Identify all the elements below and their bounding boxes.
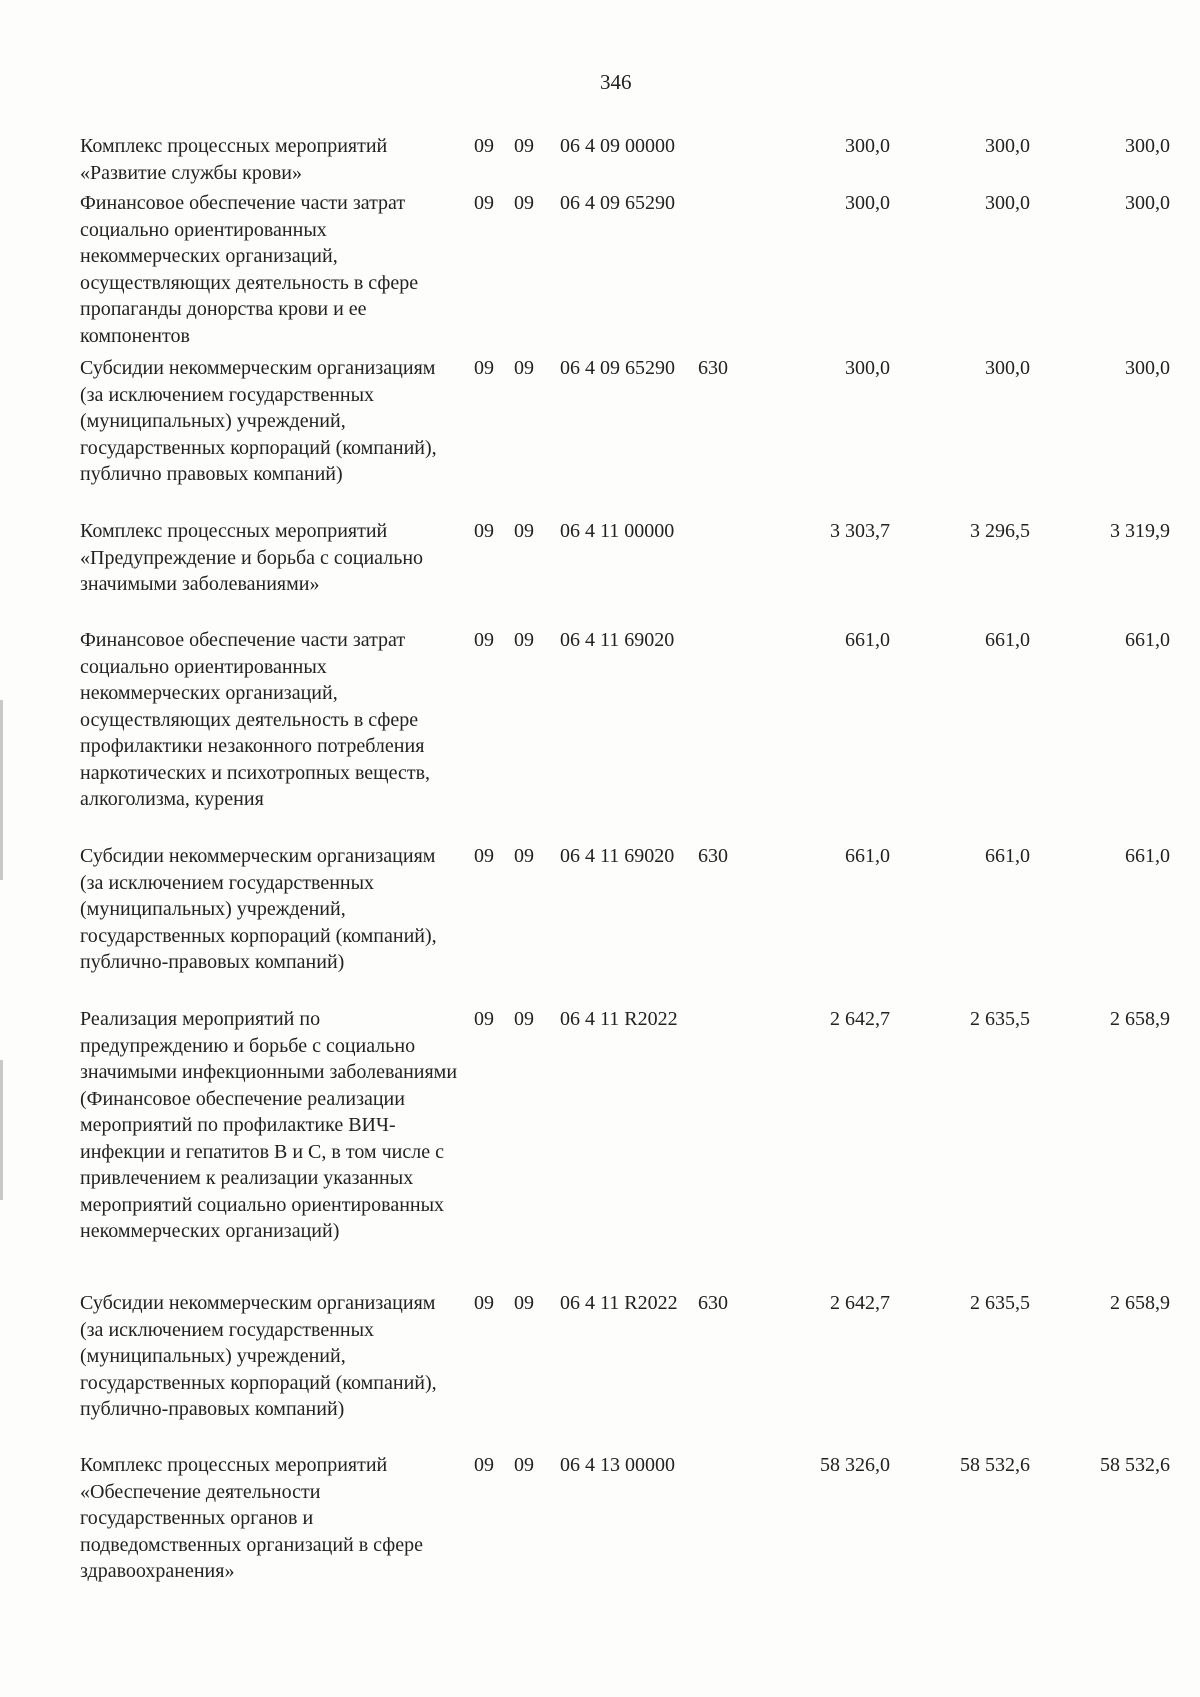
row-amount-year-2: 300,0 xyxy=(985,357,1030,379)
row-amount-year-2: 661,0 xyxy=(985,845,1030,867)
row-section: 09 xyxy=(474,135,494,157)
row-name: Субсидии некоммерческим организациям (за исключением государственных (муниципальных) учреждений, государственных корпораций (компаний), публично-правовых компаний) xyxy=(80,845,437,973)
row-section: 09 xyxy=(474,1454,494,1476)
row-amount-year-3: 661,0 xyxy=(1125,845,1170,867)
row-subsection: 09 xyxy=(514,845,534,867)
row-name: Комплекс процессных мероприятий «Предупреждение и борьба с социально значимыми заболеваниями» xyxy=(80,520,424,595)
row-amount-year-2: 300,0 xyxy=(985,135,1030,157)
row-amount-year-3: 300,0 xyxy=(1125,357,1170,379)
row-target-code: 06 4 09 65290 xyxy=(560,192,675,214)
scan-artifact xyxy=(0,1060,3,1200)
row-amount-year-3: 2 658,9 xyxy=(1110,1008,1170,1030)
row-subsection: 09 xyxy=(514,629,534,651)
row-subsection: 09 xyxy=(514,357,534,379)
row-expense-type: 630 xyxy=(698,357,728,379)
row-target-code: 06 4 09 65290 xyxy=(560,357,675,379)
row-target-code: 06 4 11 69020 xyxy=(560,629,675,651)
row-target-code: 06 4 11 69020 xyxy=(560,845,675,867)
row-amount-year-3: 300,0 xyxy=(1125,192,1170,214)
row-name: Комплекс процессных мероприятий «Развитие службы крови» xyxy=(80,135,388,184)
row-amount-year-2: 3 296,5 xyxy=(970,520,1030,542)
row-amount-year-2: 300,0 xyxy=(985,192,1030,214)
row-amount-year-3: 2 658,9 xyxy=(1110,1292,1170,1314)
budget-table xyxy=(80,0,1190,1697)
row-amount-year-3: 3 319,9 xyxy=(1110,520,1170,542)
row-target-code: 06 4 09 00000 xyxy=(560,135,675,157)
row-amount-year-2: 661,0 xyxy=(985,629,1030,651)
row-amount-year-1: 3 303,7 xyxy=(830,520,890,542)
row-section: 09 xyxy=(474,357,494,379)
row-subsection: 09 xyxy=(514,1008,534,1030)
row-subsection: 09 xyxy=(514,135,534,157)
row-amount-year-1: 58 326,0 xyxy=(820,1454,890,1476)
row-target-code: 06 4 11 R2022 xyxy=(560,1292,678,1314)
row-subsection: 09 xyxy=(514,1292,534,1314)
row-amount-year-2: 2 635,5 xyxy=(970,1008,1030,1030)
row-target-code: 06 4 11 R2022 xyxy=(560,1008,678,1030)
row-subsection: 09 xyxy=(514,520,534,542)
row-section: 09 xyxy=(474,1292,494,1314)
row-amount-year-1: 2 642,7 xyxy=(830,1008,890,1030)
row-expense-type: 630 xyxy=(698,1292,728,1314)
row-target-code: 06 4 11 00000 xyxy=(560,520,675,542)
row-amount-year-1: 2 642,7 xyxy=(830,1292,890,1314)
scan-artifact xyxy=(0,700,3,880)
row-amount-year-1: 300,0 xyxy=(845,357,890,379)
row-section: 09 xyxy=(474,192,494,214)
row-amount-year-1: 661,0 xyxy=(845,845,890,867)
row-section: 09 xyxy=(474,845,494,867)
row-amount-year-3: 661,0 xyxy=(1125,629,1170,651)
row-name: Финансовое обеспечение части затрат социально ориентированных некоммерческих организаций, осуществляющих деятельность в сфере профилактики незаконного потребления наркотических и психотропных веществ, алкоголизма, курения xyxy=(80,629,431,810)
row-target-code: 06 4 13 00000 xyxy=(560,1454,675,1476)
row-subsection: 09 xyxy=(514,192,534,214)
row-amount-year-1: 661,0 xyxy=(845,629,890,651)
row-name: Субсидии некоммерческим организациям (за исключением государственных (муниципальных) учреждений, государственных корпораций (компаний), публично-правовых компаний) xyxy=(80,1292,437,1420)
row-amount-year-2: 58 532,6 xyxy=(960,1454,1030,1476)
row-name: Финансовое обеспечение части затрат социально ориентированных некоммерческих организаций, осуществляющих деятельность в сфере пропаганды донорства крови и ее компонентов xyxy=(80,192,419,347)
row-amount-year-1: 300,0 xyxy=(845,192,890,214)
row-section: 09 xyxy=(474,1008,494,1030)
row-amount-year-3: 300,0 xyxy=(1125,135,1170,157)
row-amount-year-2: 2 635,5 xyxy=(970,1292,1030,1314)
row-section: 09 xyxy=(474,520,494,542)
row-amount-year-3: 58 532,6 xyxy=(1100,1454,1170,1476)
row-subsection: 09 xyxy=(514,1454,534,1476)
row-section: 09 xyxy=(474,629,494,651)
row-name: Комплекс процессных мероприятий «Обеспечение деятельности государственных органов и подведомственных организаций в сфере здравоохранения» xyxy=(80,1454,424,1582)
row-amount-year-1: 300,0 xyxy=(845,135,890,157)
page-number: 346 xyxy=(600,70,632,94)
row-expense-type: 630 xyxy=(698,845,728,867)
row-name: Реализация мероприятий по предупреждению и борьбе с социально значимыми инфекционными заболеваниями (Финансовое обеспечение реализации мероприятий по профилактике ВИЧ-инфекции и гепатитов В и С, в том числе с привлечением к реализации указанных мероприятий социально ориентированных некоммерческих организаций) xyxy=(80,1008,458,1242)
row-name: Субсидии некоммерческим организациям (за исключением государственных (муниципальных) учреждений, государственных корпораций (компаний), публично правовых компаний) xyxy=(80,357,437,485)
